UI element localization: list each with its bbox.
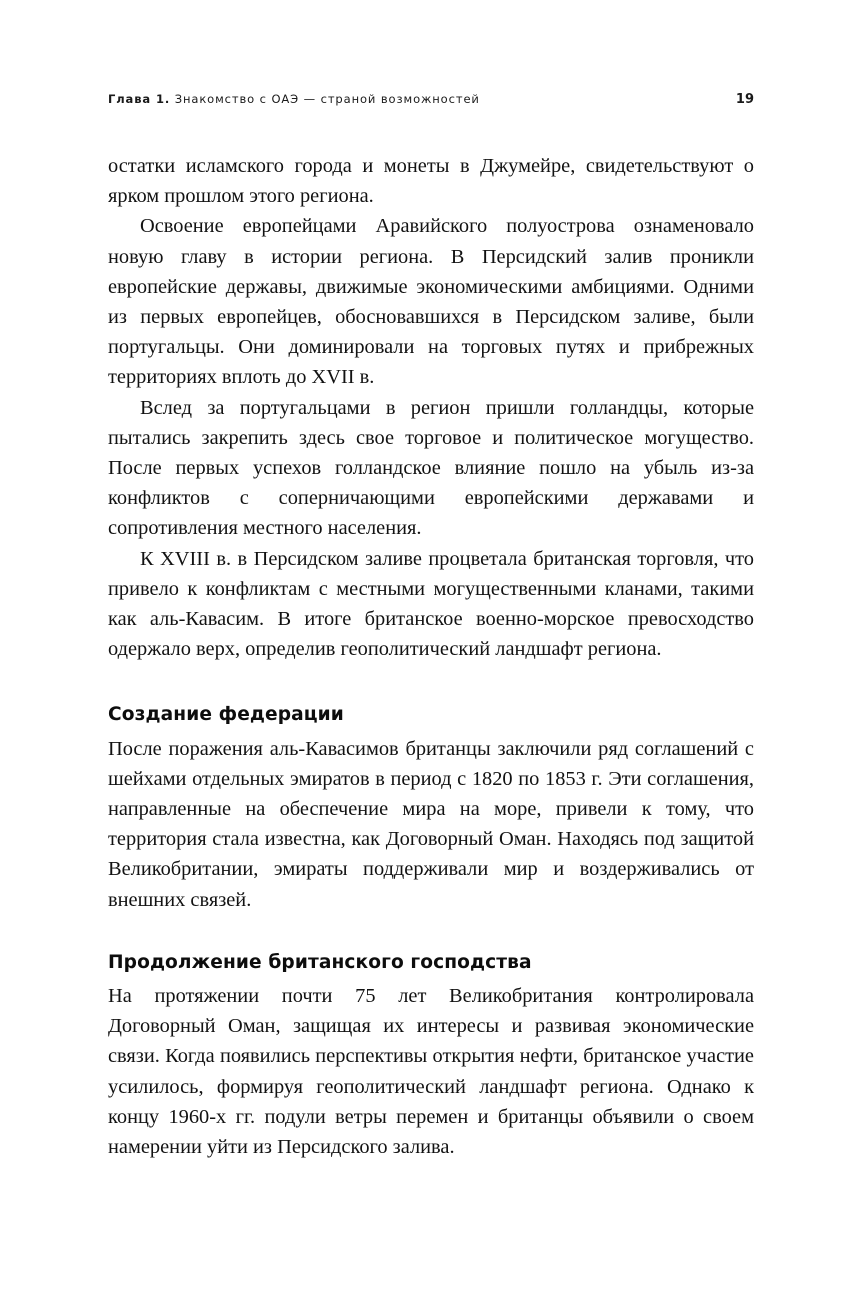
paragraph: остатки исламского города и монеты в Джумейре, свидетельствуют о ярком прошлом этого региона. <box>108 155 754 208</box>
paragraph: Освоение европейцами Аравийского полуострова ознаменовало новую главу в истории региона. В Персидский залив проникли европейские державы, движимые экономическими амбициями. Одними из первых европейцев, обосновавшихся в Персидском заливе, были португальцы. Они доминировали на торговых путях и прибрежных территориях вплоть до XVII в. <box>108 215 754 389</box>
section-heading-british-rule: Продолжение британского господства <box>108 951 532 973</box>
paragraph: Вслед за португальцами в регион пришли голландцы, которые пытались закрепить здесь свое торговое и политическое могущество. После первых успехов голландское влияние пошло на убыль из-за конфликтов с соперничающими европейскими державами и сопротивления местного населения. <box>108 396 754 540</box>
chapter-label: Глава 1. <box>108 92 171 106</box>
paragraph: На протяжении почти 75 лет Великобритания контролировала Договорный Оман, защищая их интересы и развивая экономические связи. Когда появились перспективы открытия нефти, британское участие усилилось, формируя геополитический ландшафт региона. Однако к концу 1960-х гг. подули ветры перемен и британцы объявили о своем намерении уйти из Персидского залива. <box>108 985 754 1159</box>
body-text <box>108 151 754 1162</box>
paragraph: После поражения аль-Кавасимов британцы заключили ряд соглашений с шейхами отдельных эмиратов в период с 1820 по 1853 г. Эти соглашения, направленные на обеспечение мира на море, привели к тому, что территория стала известна, как Договорный Оман. Находясь под защитой Великобритании, эмираты поддерживали мир и воздерживались от внешних связей. <box>108 737 754 911</box>
running-head <box>108 92 754 107</box>
page-content <box>108 92 754 1162</box>
paragraph: К XVIII в. в Персидском заливе процветала британская торговля, что привело к конфликтам с местными могущественными кланами, такими как аль-Кавасим. В итоге британское военно-морское превосходство одержало верх, определив геополитический ландшафт региона. <box>108 547 754 661</box>
chapter-title: Знакомство с ОАЭ — страной возможностей <box>174 92 480 106</box>
page-number: 19 <box>735 92 754 107</box>
section-heading-federation: Создание федерации <box>108 704 344 726</box>
running-head-text <box>108 92 480 106</box>
